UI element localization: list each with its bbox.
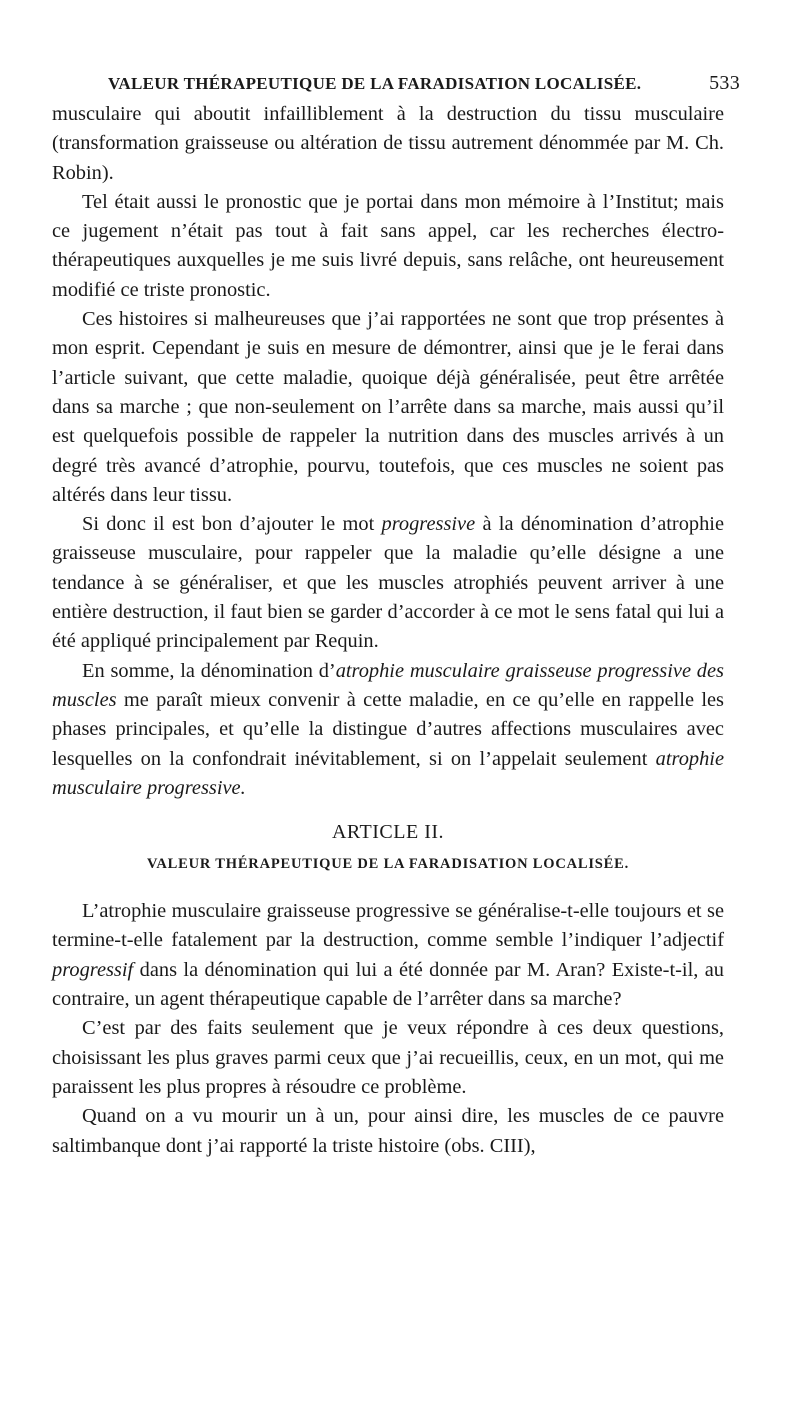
italic-term: atrophie musculaire progressive.: [52, 747, 724, 799]
paragraph: [52, 510, 724, 656]
paragraph: [52, 897, 724, 1014]
italic-term: atrophie musculaire graisseuse progressive des muscles: [52, 659, 724, 711]
text-run: L’atrophie musculaire graisseuse progressive se généralise-t-elle toujours et se termine-t-elle fatalement par la destruction, comme semble l’indiquer l’adjectif: [52, 900, 724, 952]
body-text: [52, 100, 724, 803]
book-page: [52, 72, 740, 1161]
italic-term: progressif: [52, 958, 134, 981]
section-subtitle: VALEUR THÉRAPEUTIQUE DE LA FARADISATION LOCALISÉE.: [146, 856, 630, 873]
body-text: [52, 897, 724, 1161]
running-title: VALEUR THÉRAPEUTIQUE DE LA FARADISATION LOCALISÉE.: [108, 74, 642, 93]
paragraph: musculaire qui aboutit infailliblement à la destruction du tissu musculaire (transformation graisseuse ou altération de tissu autrement dénommée par M. Ch. Robin).: [52, 103, 724, 184]
paragraph: Quand on a vu mourir un à un, pour ainsi dire, les muscles de ce pauvre saltimbanque dont j’ai rapporté la triste histoire (obs. CIII),: [52, 1105, 724, 1157]
paragraph: [52, 657, 724, 803]
paragraph: Ces histoires si malheureuses que j’ai rapportées ne sont que trop présentes à mon esprit. Cependant je suis en mesure de démontrer, ainsi que je le ferai dans l’article suivant, que cette maladie, quoique déjà généralisée, peut être arrêtée dans sa marche ; que non-seulement on l’arrête dans sa marche, mais aussi qu’il est quelquefois possible de rappeler la nutrition dans des muscles arrivés à un degré très avancé d’atrophie, pourvu, toutefois, que ces muscles ne soient pas altérés dans leur tissu.: [52, 308, 724, 506]
paragraph: C’est par des faits seulement que je veux répondre à ces deux questions, choisissant les plus graves parmi ceux que j’ai recueillis, ceux, en un mot, qui me paraissent les plus propres à résoudre ce problème.: [52, 1017, 724, 1098]
italic-term: progressive: [381, 513, 476, 536]
text-run: dans la dénomination qui lui a été donnée par M. Aran? Existe-t-il, au contraire, un agent thérapeutique capable de l’arrêter dans sa marche?: [52, 958, 724, 1011]
paragraph: Tel était aussi le pronostic que je portai dans mon mémoire à l’Institut; mais ce jugement n’était pas tout à fait sans appel, car les recherches électro-thérapeutiques auxquelles je me suis livré depuis, sans relâche, ont heureusement modifié ce triste pronostic.: [52, 190, 724, 301]
text-run: à la dénomination d’atrophie graisseuse musculaire, pour rappeler que la maladie qu’elle désigne a une tendance à se généraliser, et que les muscles atrophiés peuvent arriver à une entière destruction, il faut bien se garder d’accorder à ce mot le sens fatal qui lui a été appliqué principalement par Requin.: [52, 513, 724, 653]
text-run: me paraît mieux convenir à cette maladie, en ce qu’elle en rappelle les phases principales, et qu’elle la distingue d’autres affections musculaires avec lesquelles on la confondrait inévitablement, si on l’appelait seulement: [52, 688, 724, 770]
section-title: ARTICLE II.: [331, 821, 445, 844]
running-head: [108, 72, 740, 100]
text-run: En somme, la dénomination d’: [82, 659, 336, 682]
text-run: Si donc il est bon d’ajouter le mot: [82, 513, 382, 536]
page-number: 533: [709, 72, 740, 94]
